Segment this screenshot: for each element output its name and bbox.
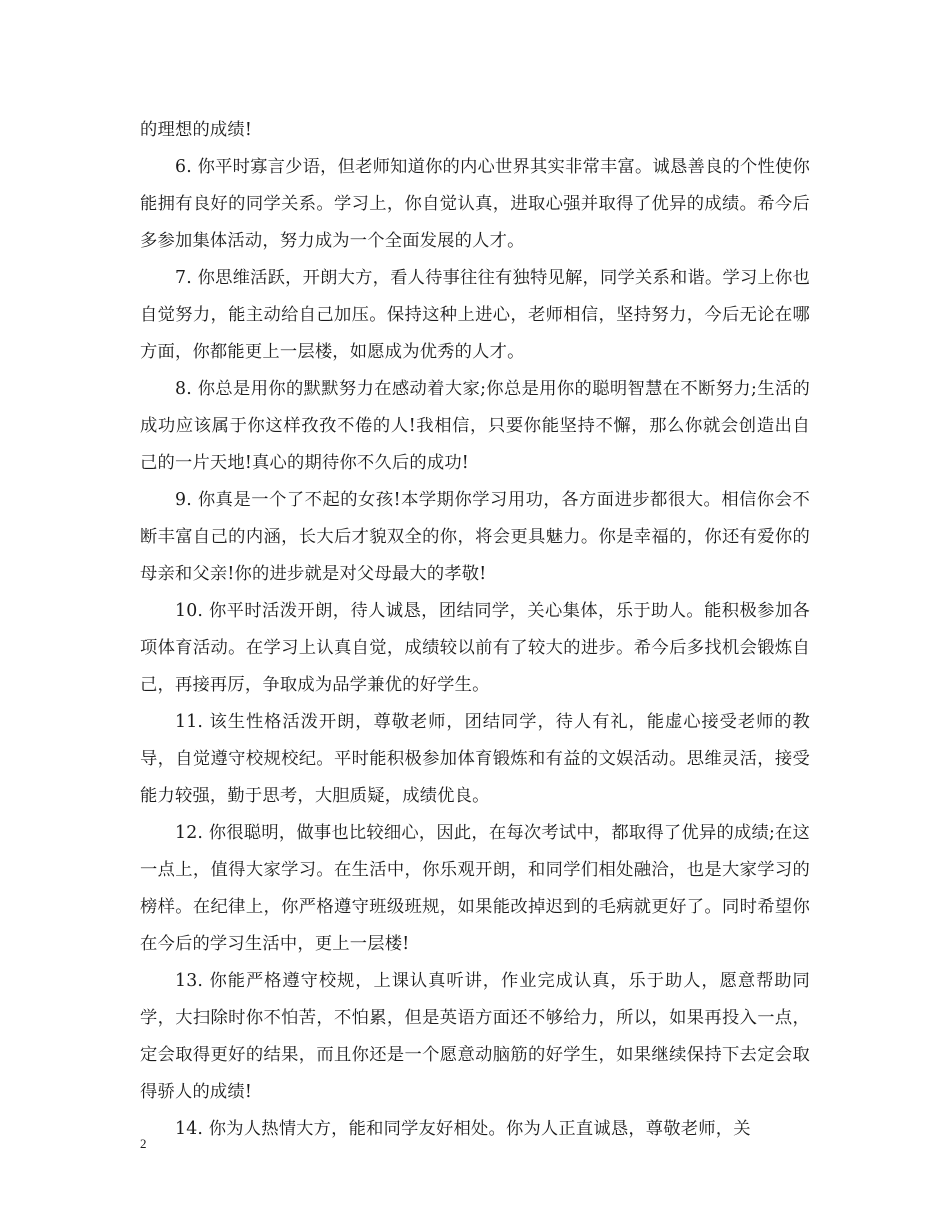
paragraph: 11. 该生性格活泼开朗，尊敬老师，团结同学，待人有礼，能虚心接受老师的教导，自觉遵守校规校纪。平时能积极参加体育锻炼和有益的文娱活动。思维灵活，接受能力较强，勤于思考，大胆质疑，成绩优良。	[140, 712, 810, 806]
paragraph: 10. 你平时活泼开朗，待人诚恳，团结同学，关心集体，乐于助人。能积极参加各项体育活动。在学习上认真自觉，成绩较以前有了较大的进步。希今后多找机会锻炼自己，再接再厉，争取成为品学兼优的好学生。	[140, 601, 810, 695]
paragraph: 6. 你平时寡言少语，但老师知道你的内心世界其实非常丰富。诚恳善良的个性使你能拥有良好的同学关系。学习上，你自觉认真，进取心强并取得了优异的成绩。希今后多参加集体活动，努力成为一个全面发展的人才。	[140, 157, 810, 251]
paragraph: 14. 你为人热情大方，能和同学友好相处。你为人正直诚恳，尊敬老师，关	[175, 1119, 751, 1139]
paragraph: 9. 你真是一个了不起的女孩!本学期你学习用功，各方面进步都很大。相信你会不断丰富自己的内涵，长大后才貌双全的你，将会更具魅力。你是幸福的，你还有爱你的母亲和父亲!你的进步就是对父母最大的孝敬!	[140, 490, 810, 584]
paragraph: 12. 你很聪明，做事也比较细心，因此，在每次考试中，都取得了优异的成绩;在这一点上，值得大家学习。在生活中，你乐观开朗，和同学们相处融洽，也是大家学习的榜样。在纪律上，你严格遵守班级班规，如果能改掉迟到的毛病就更好了。同时希望你在今后的学习生活中，更上一层楼!	[140, 823, 810, 954]
paragraph: 的理想的成绩!	[140, 120, 253, 140]
paragraph: 8. 你总是用你的默默努力在感动着大家;你总是用你的聪明智慧在不断努力;生活的成功应该属于你这样孜孜不倦的人!我相信，只要你能坚持不懈，那么你就会创造出自己的一片天地!真心的期待你不久后的成功!	[140, 379, 810, 473]
paragraph: 13. 你能严格遵守校规，上课认真听讲，作业完成认真，乐于助人，愿意帮助同学，大扫除时你不怕苦，不怕累，但是英语方面还不够给力，所以，如果再投入一点，定会取得更好的结果，而且你还是一个愿意动脑筋的好学生，如果继续保持下去定会取得骄人的成绩!	[140, 971, 810, 1102]
document-body	[140, 112, 810, 1148]
paragraph: 7. 你思维活跃，开朗大方，看人待事往往有独特见解，同学关系和谐。学习上你也自觉努力，能主动给自己加压。保持这种上进心，老师相信，坚持努力，今后无论在哪方面，你都能更上一层楼，如愿成为优秀的人才。	[140, 268, 810, 362]
page-number: 2	[140, 1136, 147, 1151]
